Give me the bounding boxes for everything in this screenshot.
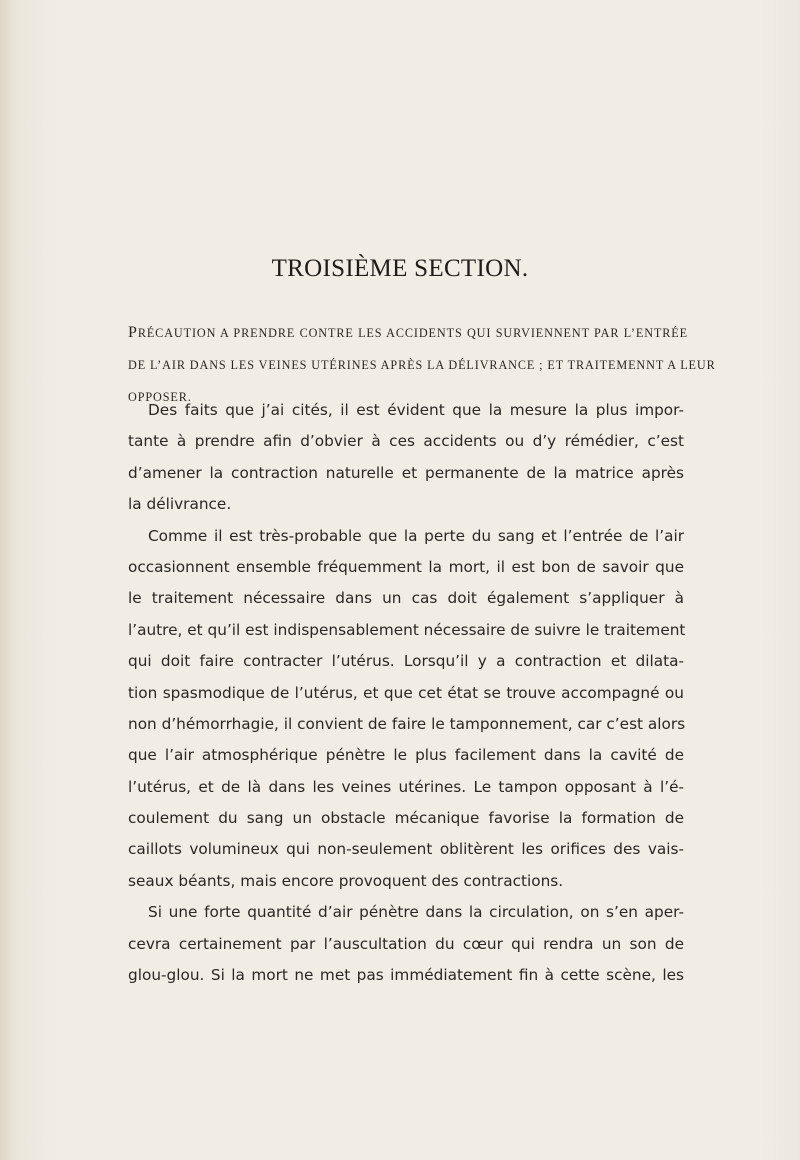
subtitle-line: OPPOSER. — [128, 390, 192, 404]
paragraph-1-line: la délivrance. — [128, 495, 232, 514]
paragraph-2-line: Comme il est très-probable que la perte du sang et l’entrée de l’air — [148, 526, 684, 545]
paragraph-2-line: tion spasmodique de l’utérus, et que cet état se trouve accompagné ou — [128, 683, 684, 702]
paragraph-1-line: d’amener la contraction naturelle et permanente de la matrice après — [128, 463, 684, 482]
paragraph-2-line: occasionnent ensemble fréquemment la mort, il est bon de savoir que — [128, 557, 684, 576]
paragraph-2-line: l’autre, et qu’il est indispensablement nécessaire de suivre le traitement — [128, 620, 686, 639]
paragraph-2-line: qui doit faire contracter l’utérus. Lorsqu’il y a contraction et dilata- — [128, 652, 684, 671]
section-title: TROISIÈME SECTION. — [271, 255, 529, 282]
paragraph-2-line: coulement du sang un obstacle mécanique favorise la formation de — [128, 809, 684, 828]
paragraph-2-line: le traitement nécessaire dans un cas doit également s’appliquer à — [128, 589, 684, 608]
paragraph-2-line: caillots volumineux qui non-seulement oblitèrent les orifices des vais- — [128, 840, 684, 859]
paragraph-1-line: Des faits que j’ai cités, il est évident que la mesure la plus impor- — [148, 401, 684, 419]
paragraph-2-line: non d’hémorrhagie, il convient de faire le tamponnement, car c’est alors — [128, 714, 686, 733]
paragraph-2-line: seaux béants, mais encore provoquent des contractions. — [128, 871, 564, 890]
body-text — [128, 395, 684, 991]
paragraph-3-line: cevra certainement par l’auscultation du cœur qui rendra un son de — [128, 934, 684, 953]
paragraph-3-line: glou-glou. Si la mort ne met pas immédiatement fin à cette scène, les — [128, 966, 684, 985]
paragraph-3-line: Si une forte quantité d’air pénètre dans la circulation, on s’en aper- — [148, 903, 684, 922]
paragraph-2-line: l’utérus, et de là dans les veines utérines. Le tampon opposant à l’é- — [128, 777, 684, 796]
paragraph-1-line: tante à prendre afin d’obvier à ces accidents ou d’y rémédier, c’est — [128, 432, 684, 451]
subtitle-line: DE L’AIR DANS LES VEINES UTÉRINES APRÈS LA DÉLIVRANCE ; ET TRAITEMENNT A LEUR — [128, 358, 716, 372]
paragraph-2-line: que l’air atmosphérique pénètre le plus facilement dans la cavité de — [128, 746, 684, 765]
subtitle-line: PRÉCAUTION A PRENDRE CONTRE LES ACCIDENTS QUI SURVIENNENT PAR L’ENTRÉE — [128, 324, 688, 341]
